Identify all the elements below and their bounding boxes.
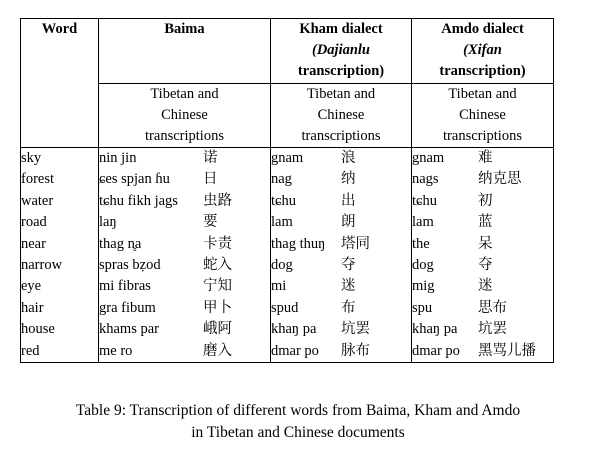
cell-amdo-chi: 难 (478, 150, 493, 166)
table-row-kham (271, 234, 411, 255)
table-row-amdo (412, 255, 553, 276)
cell-kham-chi: 浪 (341, 150, 356, 166)
table-row-word (21, 255, 98, 276)
cell-kham-tib: dog (271, 257, 293, 274)
subheader-row (21, 84, 554, 148)
header-baima-label: Baima (164, 21, 205, 37)
cell-baima-tib: laŋ (99, 214, 117, 231)
subheader-baima-line2: Chinese (161, 107, 208, 123)
table-row-amdo (412, 341, 553, 362)
table-row-word (21, 234, 98, 255)
header-kham-line2-text: (Dajianlu (311, 42, 370, 58)
table-row-kham (271, 255, 411, 276)
cell-baima-chi: 峨阿 (203, 321, 232, 338)
cell-amdo-tib: dog (412, 257, 434, 274)
cell-word: house (21, 321, 55, 338)
cell-amdo-chi: 呆 (478, 235, 493, 252)
header-kham-line2 (271, 40, 411, 61)
cell-kham-tib: thag thuŋ (271, 235, 326, 252)
subheader-baima-line1: Tibetan and (150, 86, 219, 102)
cell-baima-tib: spras bẓod (99, 257, 161, 274)
cell-word: sky (21, 150, 42, 166)
table-row-word (21, 212, 98, 233)
header-kham (271, 19, 412, 84)
cell-kham-tib: dmar po (271, 342, 319, 359)
table-row-kham (271, 191, 411, 212)
table-row-baima (99, 298, 270, 319)
cell-amdo-tib: the (412, 235, 430, 252)
table-row-kham (271, 169, 411, 190)
amdo-column (412, 148, 554, 363)
table-row-kham (271, 298, 411, 319)
header-row (21, 19, 554, 84)
header-baima (99, 19, 271, 84)
cell-amdo-chi: 坑罢 (478, 321, 507, 338)
cell-amdo-chi: 迷 (478, 278, 493, 295)
cell-word: water (21, 192, 54, 209)
cell-word: narrow (21, 257, 63, 274)
cell-kham-chi: 夺 (341, 257, 356, 274)
subheader-baima (99, 84, 271, 148)
header-amdo-line2 (412, 40, 553, 61)
cell-amdo-tib: mig (412, 278, 435, 295)
table-row-baima (99, 212, 270, 233)
table-row-kham (271, 148, 411, 169)
table-row-amdo (412, 234, 553, 255)
subheader-kham-line2: Chinese (317, 107, 365, 123)
cell-baima-tib: ɕes spjan ɦu (99, 171, 170, 188)
table-row-word (21, 276, 98, 297)
subheader-amdo-line3: transcriptions (443, 128, 522, 144)
header-word (21, 19, 99, 148)
cell-kham-chi: 出 (341, 192, 356, 209)
subheader-amdo (412, 84, 554, 148)
baima-column (99, 148, 271, 363)
table-row-word (21, 169, 98, 190)
table-row-baima (99, 341, 270, 362)
table-row-word (21, 341, 98, 362)
caption-line2: in Tibetan and Chinese documents (191, 424, 405, 441)
cell-baima-chi: 宁知 (203, 278, 232, 295)
table-row-baima (99, 255, 270, 276)
table-row-amdo (412, 212, 553, 233)
cell-baima-tib: gra fibum (99, 299, 156, 316)
cell-kham-tib: tɕhu (271, 192, 296, 209)
cell-amdo-tib: nags (412, 171, 439, 188)
subheader-kham-line1: Tibetan and (306, 86, 376, 102)
cell-amdo-chi: 蓝 (478, 214, 493, 231)
transcription-table (20, 18, 554, 363)
cell-kham-tib: gnam (271, 150, 304, 166)
cell-baima-tib: nin jin (99, 150, 137, 166)
cell-baima-chi: 甲卜 (203, 299, 232, 316)
table-caption (0, 400, 596, 444)
cell-amdo-tib: dmar po (412, 342, 460, 359)
cell-word: near (21, 235, 46, 252)
header-word-label: Word (41, 21, 78, 37)
cell-baima-tib: thag n̥a (99, 235, 142, 252)
header-amdo (412, 19, 554, 84)
cell-amdo-chi: 黑骂儿播 (478, 342, 536, 359)
cell-baima-chi: 卡责 (203, 235, 232, 252)
word-column (21, 148, 99, 363)
header-amdo-line1: Amdo dialect (441, 21, 524, 37)
table-row-amdo (412, 298, 553, 319)
table-row-amdo (412, 276, 553, 297)
cell-baima-tib: khams par (99, 321, 159, 338)
kham-column (271, 148, 412, 363)
cell-word: forest (21, 171, 55, 188)
subheader-kham-line3: transcriptions (301, 128, 381, 144)
cell-amdo-chi: 思布 (478, 299, 507, 316)
cell-amdo-tib: tɕhu (412, 192, 437, 209)
cell-amdo-chi: 夺 (478, 257, 493, 274)
table-row-kham (271, 212, 411, 233)
cell-kham-tib: spud (271, 299, 299, 316)
cell-word: eye (21, 278, 42, 295)
cell-kham-chi: 布 (341, 299, 356, 316)
header-amdo-line2-text: (Xifan (463, 42, 502, 58)
table-row-amdo (412, 169, 553, 190)
cell-baima-chi: 日 (203, 171, 218, 188)
cell-kham-tib: mi (271, 278, 287, 295)
cell-amdo-tib: khaŋ pa (412, 321, 458, 338)
header-kham-line3: transcription) (297, 63, 385, 79)
header-kham-line1: Kham dialect (299, 21, 383, 37)
cell-baima-tib: tɕhu fikh jags (99, 192, 178, 209)
table-row-amdo (412, 148, 553, 169)
table-row-word (21, 191, 98, 212)
cell-amdo-tib: gnam (412, 150, 445, 166)
table-row-word (21, 319, 98, 340)
subheader-baima-line3: transcriptions (145, 128, 224, 144)
table-row-kham (271, 276, 411, 297)
cell-baima-chi: 虫路 (203, 192, 232, 209)
cell-baima-tib: me ro (99, 342, 133, 359)
cell-baima-chi: 要 (203, 214, 218, 231)
cell-baima-chi: 磨入 (203, 342, 232, 359)
cell-kham-chi: 脉布 (341, 342, 370, 359)
cell-kham-tib: khaŋ pa (271, 321, 317, 338)
table-row-word (21, 148, 98, 169)
cell-amdo-chi: 纳克思 (478, 171, 522, 188)
cell-kham-tib: nag (271, 171, 292, 188)
subheader-amdo-line1: Tibetan and (448, 86, 517, 102)
subheader-amdo-line2: Chinese (459, 107, 506, 123)
cell-amdo-chi: 初 (478, 192, 493, 209)
subheader-kham (271, 84, 412, 148)
table-row-baima (99, 276, 270, 297)
table-row-baima (99, 169, 270, 190)
table-row-baima (99, 191, 270, 212)
body-row (21, 148, 554, 363)
cell-amdo-tib: spu (412, 299, 433, 316)
cell-baima-chi: 蛇入 (203, 257, 232, 274)
cell-word: hair (21, 299, 44, 316)
table-row-baima (99, 148, 270, 169)
cell-word: road (21, 214, 47, 231)
cell-kham-chi: 纳 (341, 171, 356, 188)
cell-baima-tib: mi fibras (99, 278, 151, 295)
table-row-baima (99, 319, 270, 340)
cell-kham-tib: lam (271, 214, 293, 231)
cell-kham-chi: 朗 (341, 214, 356, 231)
table-row-kham (271, 319, 411, 340)
header-amdo-line3: transcription) (439, 63, 526, 79)
table-row-amdo (412, 191, 553, 212)
table-row-word (21, 298, 98, 319)
table-row-amdo (412, 319, 553, 340)
table-row-kham (271, 341, 411, 362)
cell-baima-chi: 诺 (203, 150, 218, 166)
cell-kham-chi: 塔同 (341, 235, 370, 252)
cell-kham-chi: 迷 (341, 278, 356, 295)
cell-amdo-tib: lam (412, 214, 434, 231)
table-row-baima (99, 234, 270, 255)
caption-line1: Table 9: Transcription of different words from Baima, Kham and Amdo (75, 402, 521, 419)
cell-word: red (21, 342, 40, 359)
cell-kham-chi: 坑罢 (341, 321, 370, 338)
